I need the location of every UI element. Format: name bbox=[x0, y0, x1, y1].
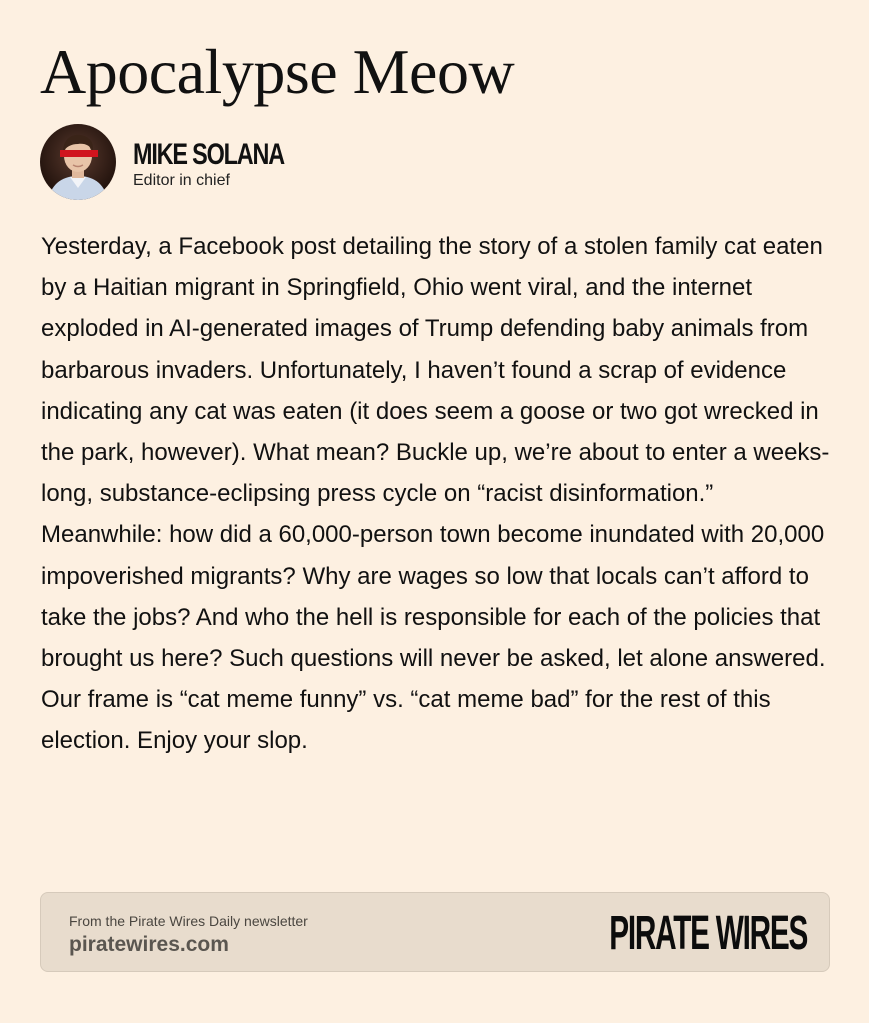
censor-bar bbox=[60, 150, 98, 157]
avatar-portrait bbox=[40, 124, 116, 200]
article-title: Apocalypse Meow bbox=[40, 36, 515, 107]
newsletter-footer bbox=[40, 892, 830, 972]
pirate-wires-logo: PIRATE WIRES bbox=[609, 907, 807, 960]
author-byline bbox=[40, 124, 327, 200]
author-name: MIKE SOLANA bbox=[133, 138, 284, 171]
article-body: Yesterday, a Facebook post detailing the story of a stolen family cat eaten by a Haitian migrant in Springfield, Ohio went viral, and the internet exploded in AI-generated images of Trump defending baby animals from barbarous invaders. Unfortunately, I haven’t found a scrap of evidence indicating any cat was eaten (it does seem a goose or two got wrecked in the park, however). What mean? Buckle up, we’re about to enter a weeks-long, substance-eclipsing press cycle on “racist disinformation.” Meanwhile: how did a 60,000-person town become inundated with 20,000 impoverished migrants? Why are wages so low that locals can’t afford to take the jobs? And who the hell is responsible for each of the policies that brought us here? Such questions will never be asked, let alone answered. Our frame is “cat meme funny” vs. “cat meme bad” for the rest of this election. Enjoy your slop. bbox=[41, 233, 830, 755]
author-role: Editor in chief bbox=[133, 172, 230, 189]
author-info bbox=[133, 133, 327, 191]
newsletter-source-label: From the Pirate Wires Daily newsletter bbox=[69, 913, 308, 929]
author-avatar bbox=[40, 124, 116, 200]
site-link[interactable]: piratewires.com bbox=[69, 933, 229, 956]
